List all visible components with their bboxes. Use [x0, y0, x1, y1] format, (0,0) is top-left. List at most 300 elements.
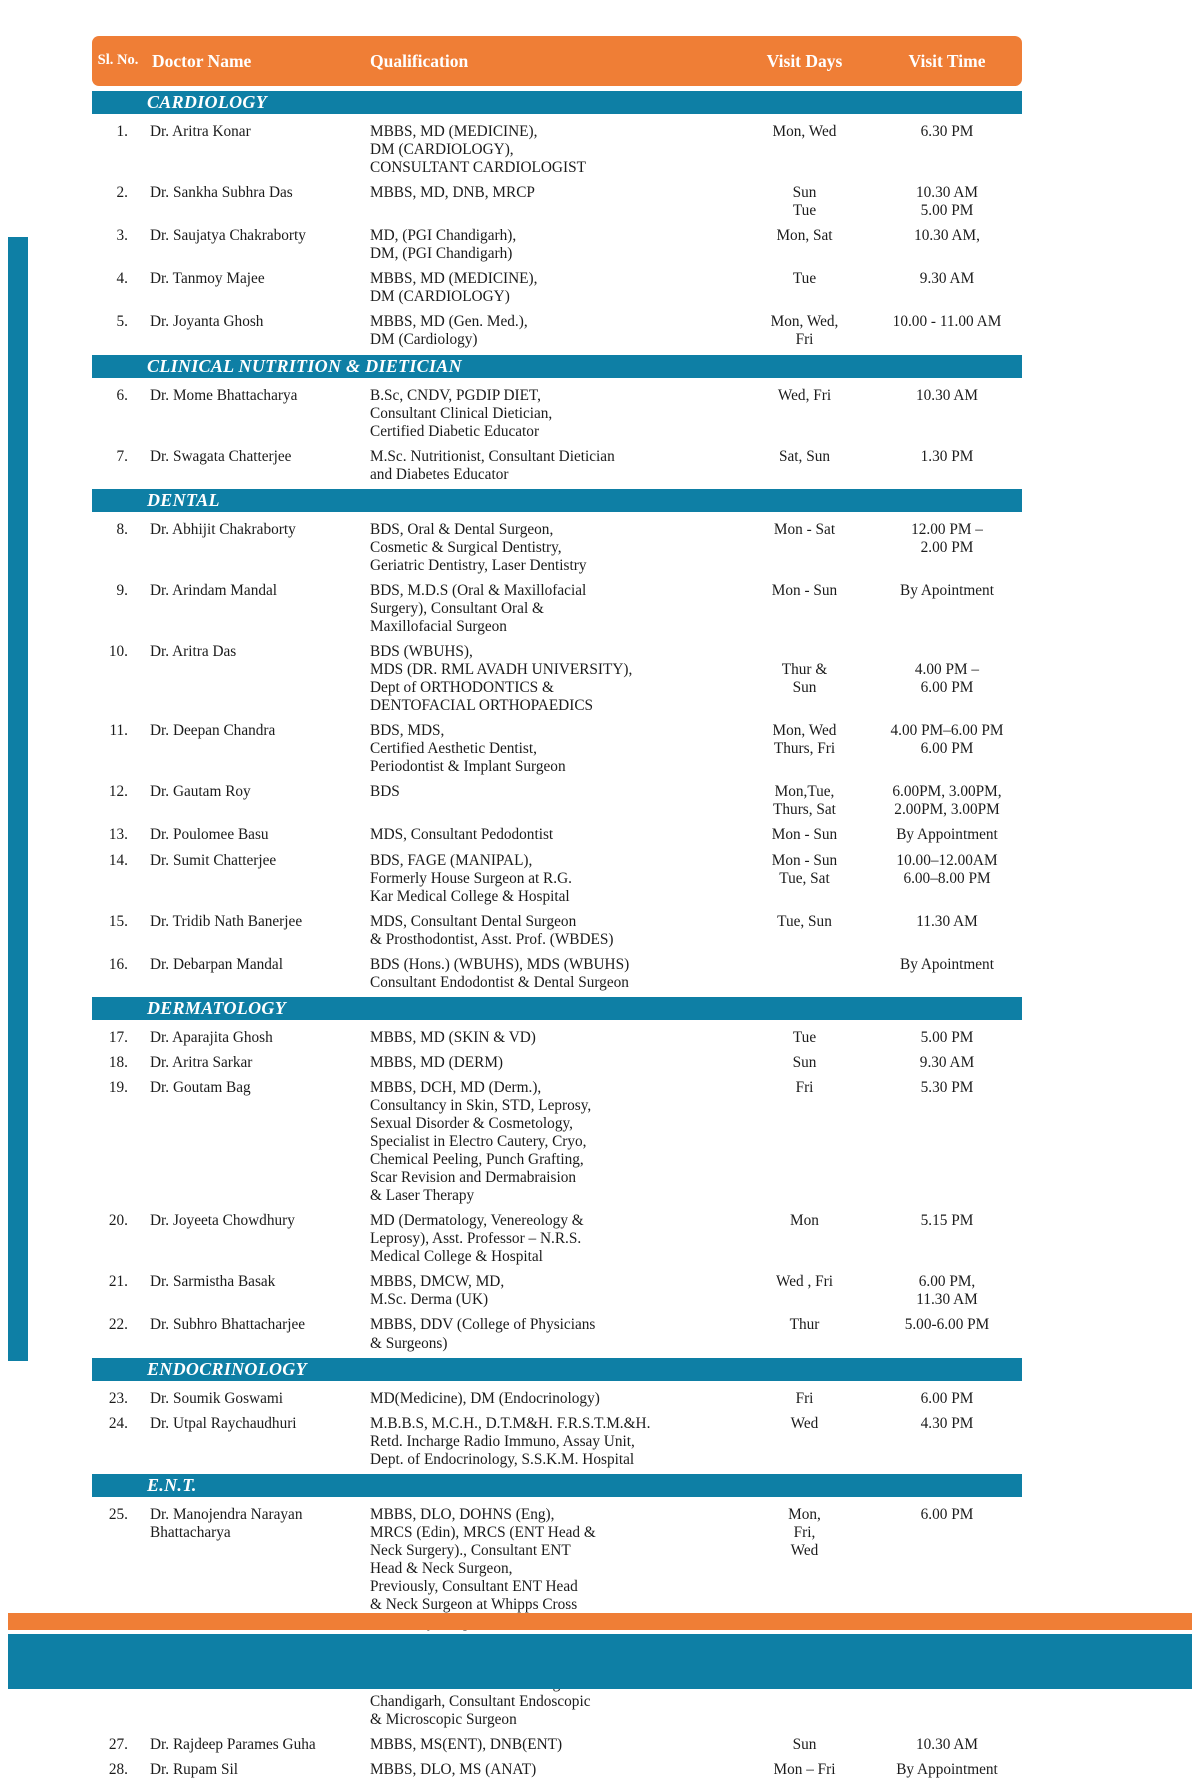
section-band: [92, 91, 1022, 114]
row-qualification-line: Consultant Endodontist & Dental Surgeon: [370, 973, 629, 991]
row-visit-time-line: 6.00PM, 3.00PM,: [892, 783, 1002, 801]
table-row: [92, 906, 1022, 949]
visit-time-line2: Time: [946, 50, 986, 71]
row-doctor-name: [140, 1315, 365, 1334]
row-qualification-line: MBBS, DDV (College of Physicians: [370, 1316, 596, 1334]
row-visit-days-line: Mon – Fri: [773, 1761, 836, 1779]
row-doctor-name-line: Dr. Aritra Das: [150, 643, 237, 661]
row-visit-days: [737, 1505, 872, 1560]
visit-days-line1: Visit: [766, 50, 802, 71]
row-visit-time: [872, 851, 1022, 888]
column-header-sl-no: [92, 53, 140, 68]
row-qualification-line: & Laser Therapy: [370, 1187, 475, 1205]
row-doctor-name: [140, 851, 365, 870]
row-visit-time-line: 9.30 AM: [919, 270, 975, 288]
row-visit-time: [872, 721, 1022, 758]
row-serial-number: 5.: [116, 313, 128, 331]
row-qualification-line: Consultancy in Skin, STD, Leprosy,: [370, 1096, 592, 1114]
row-visit-days: [737, 1211, 872, 1230]
row-serial-number: 21.: [108, 1273, 128, 1291]
section-title: CLINICAL NUTRITION & DIETICIAN: [147, 355, 462, 376]
row-visit-time-line: 6.00–8.00 PM: [903, 869, 991, 887]
row-doctor-name-line: Dr. Gautam Roy: [150, 783, 251, 801]
row-qualification: [365, 1053, 737, 1072]
row-qualification: [365, 122, 737, 177]
row-doctor-name: [140, 1272, 365, 1291]
row-doctor-name-line: Dr. Manojendra Narayan: [150, 1505, 303, 1523]
row-visit-days: [737, 721, 872, 758]
row-qualification-line: and Diabetes Educator: [370, 465, 509, 483]
row-qualification-line: & Microscopic Surgeon: [370, 1711, 517, 1729]
column-header-visit-days: [737, 52, 872, 70]
row-qualification-line: Maxillofacial Surgeon: [370, 617, 507, 635]
row-qualification-line: Surgery), Consultant Oral &: [370, 599, 544, 617]
row-visit-days: [737, 825, 872, 844]
row-doctor-name: [140, 226, 365, 245]
section-band: [92, 1358, 1022, 1381]
row-visit-time: [872, 1272, 1022, 1309]
row-serial-number: 17.: [108, 1028, 128, 1046]
table-row: [92, 715, 1022, 776]
row-serial-number: 27.: [108, 1736, 128, 1754]
row-visit-time-line: 5.00 PM: [920, 1028, 974, 1046]
row-visit-time: [872, 520, 1022, 557]
row-visit-days: [737, 1078, 872, 1097]
row-visit-days: [737, 312, 872, 349]
table-row: [92, 1383, 1022, 1408]
row-serial-number: 6.: [116, 386, 128, 404]
row-qualification-line: Periodontist & Implant Surgeon: [370, 758, 566, 776]
row-visit-days: [737, 851, 872, 888]
row-qualification: [365, 312, 737, 349]
row-doctor-name-line: Dr. Tridib Nath Banerjee: [150, 912, 303, 930]
row-visit-days-line: Fri: [795, 331, 814, 349]
column-header-doctor-name: Doctor Name: [152, 50, 252, 71]
row-visit-time-line: 4.00 PM–6.00 PM: [890, 722, 1004, 740]
row-doctor-name: [140, 122, 365, 141]
row-visit-time: [872, 447, 1022, 466]
footer-teal-bar: [8, 1634, 1192, 1689]
row-qualification: [365, 226, 737, 263]
row-visit-days: [737, 1272, 872, 1291]
row-visit-days-line: Tue: [792, 202, 817, 220]
row-qualification: [365, 1760, 737, 1779]
row-qualification: [365, 183, 737, 202]
row-visit-days-line: Mon - Sun: [771, 851, 838, 869]
row-visit-time-line: 10.30 AM,: [914, 227, 980, 245]
row-serial-number: 16.: [108, 955, 128, 973]
row-visit-time-line: By Appointment: [896, 826, 998, 844]
row-visit-days-line: Wed: [790, 1541, 819, 1559]
row-visit-time: [872, 386, 1022, 405]
table-row: [92, 177, 1022, 220]
table-row: [92, 116, 1022, 177]
row-visit-time-line: 12.00 PM –: [911, 520, 983, 538]
row-visit-days-line: Mon: [790, 1212, 819, 1230]
table-row: [92, 1754, 1022, 1779]
row-visit-days-line: Thurs, Sat: [773, 801, 836, 819]
row-visit-time-line: By Appointment: [896, 1761, 998, 1779]
row-qualification: [365, 447, 737, 484]
row-qualification-line: MD(Medicine), DM (Endocrinology): [370, 1389, 600, 1407]
row-visit-days-line: Sun: [792, 1053, 817, 1071]
table-row: [92, 636, 1022, 715]
row-visit-days-line: Wed: [790, 1414, 819, 1432]
row-serial-number: 19.: [108, 1078, 128, 1096]
row-serial-number: 20.: [108, 1212, 128, 1230]
section-band: [92, 1474, 1022, 1497]
row-visit-days-line: Sun: [792, 679, 817, 697]
row-serial-number: 10.: [108, 643, 128, 661]
row-serial-number: 22.: [108, 1316, 128, 1334]
row-doctor-name-line: Dr. Mome Bhattacharya: [150, 386, 298, 404]
table-row: [92, 845, 1022, 906]
row-visit-days-line: Mon,: [788, 1505, 821, 1523]
row-visit-days-line: Sun: [792, 184, 817, 202]
row-qualification-line: Dept of ORTHODONTICS &: [370, 679, 554, 697]
row-qualification-line: Consultant Clinical Dietician,: [370, 404, 553, 422]
row-qualification-line: Retd. Incharge Radio Immuno, Assay Unit,: [370, 1432, 635, 1450]
section-rows: [92, 1381, 1022, 1469]
row-qualification-line: MBBS, MD (SKIN & VD): [370, 1028, 536, 1046]
row-visit-days: [737, 1760, 872, 1779]
row-visit-time: [872, 1760, 1022, 1779]
table-header-row: [92, 36, 1022, 86]
row-visit-time: [872, 1315, 1022, 1334]
row-qualification-line: Head & Neck Surgeon,: [370, 1559, 513, 1577]
row-visit-time-line: By Apointment: [900, 955, 994, 973]
row-visit-time: [872, 1414, 1022, 1433]
row-visit-days-line: Mon, Wed: [772, 123, 837, 140]
table-row: [92, 220, 1022, 263]
row-qualification: [365, 1078, 737, 1205]
row-qualification-line: MBBS, MD (Gen. Med.),: [370, 313, 528, 331]
row-qualification-line: BDS, MDS,: [370, 722, 445, 740]
row-visit-days-line: Sun: [792, 1736, 817, 1754]
row-qualification-line: Certified Diabetic Educator: [370, 422, 540, 440]
row-qualification-line: Cosmetic & Surgical Dentistry,: [370, 538, 562, 556]
row-visit-time: [872, 642, 1022, 697]
row-doctor-name: [140, 912, 365, 931]
row-qualification-line: Chemical Peeling, Punch Grafting,: [370, 1151, 584, 1169]
section-rows: [92, 114, 1022, 350]
row-qualification-line: MBBS, DMCW, MD,: [370, 1273, 505, 1291]
row-doctor-name: [140, 1078, 365, 1097]
section-band: [92, 489, 1022, 512]
row-visit-time-line: 5.00-6.00 PM: [904, 1316, 990, 1334]
row-qualification-line: BDS, FAGE (MANIPAL),: [370, 851, 533, 869]
row-visit-time: [872, 269, 1022, 288]
row-doctor-name-line: Dr. Abhijit Chakraborty: [150, 520, 296, 538]
row-qualification-line: MDS (DR. RML AVADH UNIVERSITY),: [370, 661, 633, 679]
row-doctor-name: [140, 1389, 365, 1408]
row-visit-days: [737, 269, 872, 288]
row-qualification-line: MBBS, DLO, DOHNS (Eng),: [370, 1505, 555, 1523]
row-qualification-line: M.B.B.S, M.C.H., D.T.M&H. F.R.S.T.M.&H.: [370, 1414, 651, 1432]
row-doctor-name: [140, 1760, 365, 1779]
row-doctor-name-line: Dr. Deepan Chandra: [150, 722, 276, 740]
row-qualification: [365, 851, 737, 906]
row-qualification: [365, 721, 737, 776]
table-row: [92, 306, 1022, 349]
row-visit-days-line: Mon,Tue,: [774, 783, 835, 801]
row-qualification-line: BDS (Hons.) (WBUHS), MDS (WBUHS): [370, 955, 630, 973]
row-doctor-name: [140, 782, 365, 801]
row-qualification-line: Scar Revision and Dermabraision: [370, 1169, 577, 1187]
visit-days-line2: Days: [805, 50, 843, 71]
row-doctor-name-line: Dr. Sarmistha Basak: [150, 1273, 276, 1291]
row-visit-days: [737, 1053, 872, 1072]
row-doctor-name: [140, 955, 365, 974]
section-title: ENDOCRINOLOGY: [147, 1358, 307, 1379]
row-qualification: [365, 581, 737, 636]
row-doctor-name: [140, 1735, 365, 1754]
row-visit-days: [737, 1389, 872, 1408]
row-visit-time: [872, 955, 1022, 974]
row-visit-days-line: Mon, Wed,: [770, 313, 839, 331]
row-qualification-line: MBBS, MD (MEDICINE),: [370, 270, 538, 288]
row-visit-time-line: 5.00 PM: [920, 202, 974, 220]
row-qualification: [365, 520, 737, 575]
row-qualification-line: Specialist in Electro Cautery, Cryo,: [370, 1133, 587, 1151]
row-doctor-name: [140, 1028, 365, 1047]
row-doctor-name-line: Dr. Sumit Chatterjee: [150, 851, 277, 869]
row-visit-days: [737, 782, 872, 819]
row-doctor-name-line: Dr. Sankha Subhra Das: [150, 184, 293, 202]
row-visit-days: [737, 581, 872, 600]
row-qualification-line: M.Sc. Derma (UK): [370, 1291, 489, 1309]
row-visit-time-line: 6.00 PM: [920, 679, 974, 697]
table-row: [92, 776, 1022, 819]
row-doctor-name: [140, 447, 365, 466]
section-title: CARDIOLOGY: [147, 92, 268, 112]
row-doctor-name-line: Dr. Swagata Chatterjee: [150, 447, 292, 465]
row-qualification-line: & Prosthodontist, Asst. Prof. (WBDES): [370, 930, 614, 948]
row-serial-number: 1.: [116, 123, 128, 140]
row-visit-days: [737, 1735, 872, 1754]
row-doctor-name-line: Dr. Saujatya Chakraborty: [150, 227, 306, 245]
row-doctor-name-line: Dr. Poulomee Basu: [150, 826, 269, 844]
row-visit-days-line: Fri: [795, 1389, 814, 1407]
row-visit-days: [737, 912, 872, 931]
row-visit-time-line: 9.30 AM: [919, 1053, 975, 1071]
row-qualification-line: BDS, Oral & Dental Surgeon,: [370, 520, 554, 538]
table-row: [92, 949, 1022, 992]
row-serial-number: 24.: [108, 1414, 128, 1432]
row-doctor-name-line: Bhattacharya: [150, 1523, 231, 1541]
row-doctor-name-line: Dr. Utpal Raychaudhuri: [150, 1414, 297, 1432]
row-doctor-name: [140, 721, 365, 740]
row-visit-time-line: 5.15 PM: [920, 1212, 974, 1230]
row-visit-time-line: 10.30 AM: [915, 1736, 979, 1754]
row-qualification-line: Certified Aesthetic Dentist,: [370, 740, 537, 758]
row-doctor-name-line: Dr. Tanmoy Majee: [150, 270, 265, 288]
row-qualification: [365, 386, 737, 441]
row-visit-days: [737, 642, 872, 697]
row-doctor-name: [140, 1414, 365, 1433]
table-row: [92, 1022, 1022, 1047]
row-doctor-name-line: Dr. Joyeeta Chowdhury: [150, 1212, 295, 1230]
row-qualification-line: MBBS, DLO, MS (ANAT): [370, 1761, 537, 1779]
column-header-visit-time: [872, 52, 1022, 70]
row-visit-days: [737, 226, 872, 245]
row-doctor-name-line: Dr. Aritra Konar: [150, 123, 251, 140]
row-visit-time-line: 2.00PM, 3.00PM: [894, 801, 1000, 819]
row-visit-days-line: Sat, Sun: [779, 447, 830, 465]
row-qualification-line: MD, (PGI Chandigarh),: [370, 227, 517, 245]
row-visit-time: [872, 912, 1022, 931]
row-visit-days: [737, 1028, 872, 1047]
row-visit-time: [872, 226, 1022, 245]
row-visit-days-line: Tue: [792, 1028, 817, 1046]
row-visit-time: [872, 122, 1022, 141]
row-qualification-line: Dept. of Endocrinology, S.S.K.M. Hospital: [370, 1450, 635, 1468]
row-qualification-line: BDS (WBUHS),: [370, 643, 473, 661]
section-title: E.N.T.: [147, 1474, 197, 1495]
row-qualification: [365, 912, 737, 949]
table-row: [92, 1408, 1022, 1469]
row-visit-days-line: Thur: [789, 1316, 820, 1334]
row-visit-days: [737, 1315, 872, 1334]
row-doctor-name-line: Dr. Soumik Goswami: [150, 1389, 284, 1407]
row-visit-days: [737, 183, 872, 220]
row-qualification-line: MDS, Consultant Pedodontist: [370, 826, 554, 844]
row-doctor-name: [140, 1211, 365, 1230]
row-qualification-line: CONSULTANT CARDIOLOGIST: [370, 159, 586, 177]
row-visit-time-line: 6.30 PM: [920, 123, 974, 140]
row-visit-time-line: 6.00 PM: [920, 1389, 974, 1407]
row-visit-days-line: Mon - Sun: [771, 826, 838, 844]
row-visit-days-line: Mon, Sat: [776, 227, 833, 245]
row-visit-days: [737, 386, 872, 405]
row-serial-number: 3.: [116, 227, 128, 245]
sl-no-line2: No.: [116, 52, 139, 69]
row-doctor-name: [140, 581, 365, 600]
row-visit-days-line: Mon - Sun: [771, 581, 838, 599]
table-row: [92, 514, 1022, 575]
row-visit-time: [872, 1053, 1022, 1072]
row-visit-time: [872, 1078, 1022, 1097]
table-row: [92, 263, 1022, 306]
row-visit-time-line: 2.00 PM: [920, 538, 974, 556]
row-serial-number: 23.: [108, 1389, 128, 1407]
row-visit-days-line: Wed , Fri: [776, 1273, 833, 1291]
row-qualification-line: Leprosy), Asst. Professor – N.R.S.: [370, 1230, 582, 1248]
row-qualification-line: Formerly House Surgeon at R.G.: [370, 869, 572, 887]
row-visit-time-line: 10.00–12.00AM: [896, 851, 998, 869]
row-doctor-name: [140, 183, 365, 202]
row-serial-number: 8.: [116, 520, 128, 538]
row-serial-number: 4.: [116, 270, 128, 288]
row-doctor-name: [140, 269, 365, 288]
row-qualification-line: Geriatric Dentistry, Laser Dentistry: [370, 556, 587, 574]
row-qualification-line: DENTOFACIAL ORTHOPAEDICS: [370, 697, 594, 715]
row-visit-time-line: 6.00 PM: [920, 1505, 974, 1523]
row-visit-days: [737, 447, 872, 466]
row-doctor-name: [140, 642, 365, 661]
row-doctor-name: [140, 1505, 365, 1542]
row-qualification-line: Sexual Disorder & Cosmetology,: [370, 1115, 573, 1133]
row-visit-time: [872, 312, 1022, 331]
row-qualification: [365, 1272, 737, 1309]
row-qualification-line: MBBS, MD (MEDICINE),: [370, 123, 538, 140]
row-qualification: [365, 1389, 737, 1408]
row-qualification-line: M.Sc. Nutritionist, Consultant Dietician: [370, 447, 615, 465]
row-visit-days-line: Fri: [795, 1078, 814, 1096]
table-sections: [92, 91, 1022, 1779]
row-visit-days: [737, 955, 872, 974]
row-doctor-name-line: Dr. Subhro Bhattacharjee: [150, 1316, 306, 1334]
row-visit-time-line: 11.30 AM: [916, 912, 978, 930]
table-row: [92, 1047, 1022, 1072]
row-qualification: [365, 1735, 737, 1754]
row-qualification-line: BDS: [370, 783, 400, 801]
row-doctor-name-line: Dr. Debarpan Mandal: [150, 955, 283, 973]
row-qualification-line: MBBS, MS(ENT), DNB(ENT): [370, 1736, 563, 1754]
table-row: [92, 1205, 1022, 1266]
left-accent-bar: [8, 237, 28, 1361]
column-header-qualification: Qualification: [370, 50, 469, 71]
row-visit-time-line: 4.00 PM –: [914, 661, 980, 679]
row-qualification: [365, 269, 737, 306]
table-row: [92, 1266, 1022, 1309]
row-qualification-line: DM (CARDIOLOGY): [370, 288, 510, 306]
row-serial-number: 14.: [108, 851, 128, 869]
row-visit-time: [872, 1735, 1022, 1754]
row-visit-time-line: 11.30 AM: [916, 1291, 978, 1309]
row-visit-time-line: 4.30 PM: [920, 1414, 974, 1432]
row-qualification-line: DM (Cardiology): [370, 331, 478, 349]
section-band: [92, 997, 1022, 1020]
row-qualification-line: DM, (PGI Chandigarh): [370, 245, 513, 263]
row-serial-number: 28.: [108, 1761, 128, 1779]
row-visit-days-line: Tue: [792, 270, 817, 288]
table-row: [92, 1729, 1022, 1754]
row-qualification-line: MBBS, MD (DERM): [370, 1053, 504, 1071]
row-visit-days: [737, 122, 872, 141]
row-visit-days-line: Tue, Sun: [777, 912, 832, 930]
row-doctor-name-line: Dr. Arindam Mandal: [150, 581, 278, 599]
row-visit-days-line: Fri,: [793, 1523, 816, 1541]
row-visit-time: [872, 183, 1022, 220]
section-title: DENTAL: [147, 489, 220, 510]
row-qualification: [365, 1028, 737, 1047]
row-qualification-line: Previously, Consultant ENT Head: [370, 1577, 578, 1595]
row-qualification-line: MBBS, MD, DNB, MRCP: [370, 184, 535, 202]
table-row: [92, 380, 1022, 441]
row-doctor-name: [140, 312, 365, 331]
row-doctor-name-line: Dr. Rajdeep Parames Guha: [150, 1736, 316, 1754]
row-visit-time-line: 10.00 - 11.00 AM: [892, 313, 1002, 331]
table-row: [92, 1072, 1022, 1205]
row-visit-time-line: By Apointment: [900, 581, 994, 599]
row-qualification-line: Kar Medical College & Hospital: [370, 887, 570, 905]
row-doctor-name: [140, 825, 365, 844]
sl-no-line1: Sl.: [97, 52, 114, 69]
row-doctor-name-line: Dr. Joyanta Ghosh: [150, 313, 264, 331]
section-title: DERMATOLOGY: [147, 997, 286, 1018]
row-visit-time-line: 6.00 PM: [920, 740, 974, 758]
row-visit-time: [872, 1211, 1022, 1230]
row-visit-time-line: 6.00 PM,: [918, 1273, 976, 1291]
row-visit-time-line: 1.30 PM: [920, 447, 974, 465]
row-visit-time-line: 10.30 AM: [915, 386, 979, 404]
row-visit-days-line: Mon - Sat: [773, 520, 836, 538]
row-visit-days: [737, 1414, 872, 1433]
row-visit-days-line: Thur &: [781, 661, 828, 679]
row-qualification: [365, 825, 737, 844]
table-row: [92, 1309, 1022, 1352]
